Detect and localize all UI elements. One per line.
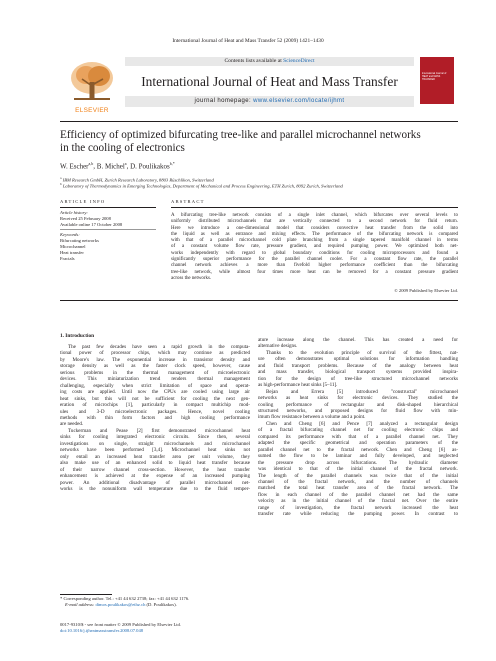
text-line: enhancement is achieved at the expense of an increased pumping — [60, 473, 250, 480]
text-line: Chen and Cheng [6] and Pence [7] analyzed a rectangular design — [266, 420, 458, 427]
abstract-line: the liquid as well as entrance and mixing effects. The performance of the bifurcating network is compared — [171, 231, 458, 237]
author-name[interactable]: B. Michel — [96, 162, 125, 171]
text-line: tional power of processor chips, which may continue as predicted — [60, 350, 250, 357]
journal-homepage-line — [125, 98, 414, 104]
affiliation-b-mark: b — [60, 182, 62, 186]
keywords-block — [60, 232, 156, 262]
keyword-item: Bifurcating networks — [60, 237, 99, 243]
text-line: ing costs are applied. Until now the CPUs are cooled using large air — [60, 389, 250, 396]
text-line: structured networks, and proposed designs for fluid flow with min- — [258, 407, 458, 414]
doi-link[interactable]: doi:10.1016/j.ijheatmasstransfer.2008.07.048 — [60, 627, 144, 633]
contents-line — [125, 58, 414, 64]
text-line: methods with thin form factors and high cooling performance — [60, 414, 250, 421]
cover-title-text: International Journal of HEAT and MASS TRANSFER — [422, 72, 447, 81]
affiliation-a-mark: a — [60, 176, 62, 180]
text-line: works is the nonuniform wall temperature due to the fluid temper- — [60, 485, 250, 492]
article-history — [60, 210, 156, 228]
author-list — [60, 161, 175, 170]
paper-title-line-2: in the cooling of electronics — [60, 142, 185, 155]
paragraph — [258, 350, 458, 389]
text-line: devices. This miniaturization trend renders thermal management — [60, 376, 250, 383]
abstract-line: tree-like network, while almost four times more heat can be removed for a constant pressure gradient — [171, 269, 458, 275]
text-line: heat sinks, but this will not be sufficient for cooling the next gen- — [60, 395, 250, 402]
abstract-line: works independently with regard to global boundary conditions for cooling microprocessors and found a — [171, 250, 458, 256]
available-date: Available online 17 October 2008 — [60, 221, 123, 227]
text-line: serious problems in the thermal management of microelectronic — [60, 369, 250, 376]
homepage-prefix: journal homepage: — [194, 98, 252, 104]
text-line: range of investigation, the fractal network increased the heat — [258, 504, 458, 511]
left-column — [60, 344, 250, 492]
homepage-url-link[interactable]: www.elsevier.com/locate/ijhmt — [253, 98, 345, 104]
elsevier-tree-logo-icon — [66, 58, 118, 104]
text-line: tion for the design of tree-like structured microchannel networks — [258, 375, 458, 382]
text-line: eration of microchips [1], particularly in compact multichip mod- — [60, 402, 250, 409]
text-line: challenging, especially when strict limitation of space and operat- — [60, 382, 250, 389]
text-line: transfer rate while reducing the pumping power. In contrast to — [258, 511, 458, 518]
abstract-line: of a constant volume flow rate, pressure gradient, and required pumping power. We optimized both net- — [171, 244, 458, 250]
author-email-link[interactable]: dimos.poulikakos@ethz.ch — [95, 601, 146, 607]
sciencedirect-link[interactable]: ScienceDirect — [283, 58, 315, 64]
history-label: Article history: — [60, 210, 88, 215]
text-line: ature increase along the channel. This has created a need for — [258, 337, 458, 343]
text-line: as high-performance heat sinks [5–11]. — [258, 382, 338, 389]
text-line: sumed the flow to be laminar and fully developed, and neglected — [258, 453, 458, 460]
author-name[interactable]: W. Escher — [60, 162, 89, 171]
author-affiliation-mark: a,b — [88, 161, 94, 166]
paragraph — [60, 428, 250, 493]
text-line: only entail an increased heat transfer area per unit volume, they — [60, 453, 250, 460]
article-info-heading: ARTICLE INFO — [60, 199, 106, 204]
paper-title-line-1: Efficiency of optimized bifurcating tree-like and parallel microchannel networks — [60, 129, 421, 141]
text-line: imum flow resistance between a volume and a point. — [258, 414, 366, 421]
abstract-heading: ABSTRACT — [171, 199, 205, 204]
corresponding-author-footnote — [60, 596, 250, 608]
abstract-copyright: © 2009 Published by Elsevier Ltd. — [394, 288, 458, 293]
abstract-rule — [171, 207, 458, 208]
text-line: ure often demonstrates optimal solutions for information handling — [258, 356, 458, 363]
abstract-line: Here we introduce a one-dimensional model that considers convective heat transfer from the solid into — [171, 225, 458, 231]
keyword-item: Microchannel — [60, 243, 86, 249]
email-suffix: (D. Poulikakos). — [146, 601, 177, 607]
author-separator: , — [93, 162, 97, 171]
abstract-line: across the networks. — [171, 275, 212, 281]
text-line: compared its performance with that of a parallel channel net. They — [258, 433, 458, 440]
text-line: The length of the parallel channels was twice that of the initial — [258, 472, 458, 479]
email-label: E-mail address: — [65, 601, 95, 607]
text-line: also make use of an enhanced solid to liquid heat transfer because — [60, 460, 250, 467]
text-line: and fluid transport problems. Because of the analogy between heat — [258, 362, 458, 369]
article-metadata — [60, 622, 260, 634]
paper-title — [60, 129, 458, 156]
front-matter-rule — [60, 300, 458, 301]
masthead-rule — [60, 121, 458, 122]
text-line: alternative designs. — [258, 343, 298, 350]
abstract-line: channel network achieves a more than fivefold higher performance coefficient than the bifurcating — [171, 263, 458, 269]
paragraph — [258, 421, 458, 518]
text-line: parallel channel net to the fractal network. Chen and Cheng [6] as- — [258, 446, 458, 453]
text-line: the pressure drop across bifurcations. The hydraulic diameter — [258, 459, 458, 466]
author-separator: , — [126, 162, 131, 171]
paragraph — [258, 337, 458, 350]
text-line: adapted the specific geometrical and operation parameters of the — [258, 440, 458, 447]
text-line: Thanks to the evolution principle of survival of the fittest, nat- — [266, 349, 458, 356]
section-1-heading: 1. Introduction — [60, 333, 95, 339]
text-line: was identical to that of the initial channel of the fractal network. — [258, 466, 458, 473]
footnote-mark: * — [60, 596, 63, 601]
elsevier-wordmark: ELSEVIER — [75, 107, 109, 114]
keyword-item: Fractals — [60, 255, 75, 261]
text-line: power. An additional disadvantage of parallel microchannel net- — [60, 479, 250, 486]
article-info-divider — [60, 229, 156, 230]
contents-prefix: Contents lists available at — [224, 58, 282, 64]
text-line: Tuckerman and Pease [2] first demonstrated microchannel heat — [68, 427, 250, 434]
text-line: cooling performance of rectangular and disk-shaped hierarchical — [258, 401, 458, 408]
text-line: networks have been performed [3,4]. Microchannel heat sinks not — [60, 447, 250, 454]
author-affiliation-mark: a — [124, 161, 127, 166]
keyword-item: Heat transfer — [60, 249, 84, 255]
text-line: are needed. — [60, 421, 84, 428]
text-line: ules and 3-D microelectronic packages. Hence, novel cooling — [60, 408, 250, 415]
keywords-label: Keywords: — [60, 232, 80, 237]
right-column — [258, 337, 458, 518]
abstract-line: A bifurcating tree-like network consists of a single inlet channel, which bifurcates over several levels to — [171, 213, 458, 218]
running-header: International Journal of Heat and Mass Transfer 52 (2009) 1421–1430 — [172, 38, 324, 44]
text-line: matched the total heat transfer area of the fractal network. The — [258, 485, 458, 492]
corresponding-author-text: Corresponding author. Tel.: +41 44 632 2738; fax: +41 44 632 1176. — [63, 596, 190, 601]
text-line: Bejan and Errera [5] introduced "constructal" microchannel — [266, 388, 458, 395]
issn-line: 0017-9310/$ - see front matter © 2009 Published by Elsevier Ltd. — [60, 622, 181, 627]
paragraph — [258, 389, 458, 421]
text-line: channel of the fractal network, and the number of channels — [258, 478, 458, 485]
received-date: Received 25 February 2008 — [60, 215, 111, 221]
text-line: The past few decades have seen a rapid growth in the computa- — [68, 344, 250, 350]
affiliation-a-text: IBM Research GmbH, Zurich Research Laboratory, 8803 Rüschlikon, Switzerland — [62, 177, 214, 183]
journal-title: International Journal of Heat and Mass Transfer — [141, 74, 398, 89]
affiliation-b-text: Laboratory of Thermodynamics in Emerging Technologies, Department of Mechanical and Process Engineering, ETH Zurich, 8092 Zurich, Switzerland — [62, 183, 343, 189]
author-name[interactable]: D. Poulikakos — [130, 162, 170, 171]
abstract-line: uniformly distributed microchannels that are vertically connected to a second network for fluid return. — [171, 219, 458, 225]
affiliation-b — [60, 182, 458, 189]
abstract-body — [171, 213, 458, 282]
abstract-line: significantly superior performance for the parallel channel cooler. For a constant flow rate, the parallel — [171, 257, 458, 263]
article-info-rule — [60, 207, 156, 208]
author-affiliation-mark: b,* — [169, 161, 175, 166]
text-line: velocity as in the initial channel of the fractal net. Over the entire — [258, 498, 458, 505]
text-line: of their narrow channel cross-section. However, the heat transfer — [60, 466, 250, 473]
text-line: sinks for cooling integrated electronic circuits. Since then, several — [60, 434, 250, 441]
text-line: by Moore's law. The exponential increase in transistor density and — [60, 356, 250, 363]
text-line: networks as heat sinks for electronic devices. They studied the — [258, 395, 458, 402]
text-line: investigations on single, straight microchannels and microchannel — [60, 440, 250, 447]
abstract-line: with that of a parallel microchannel cold plate branching from a single tapered manifold channel in terms — [171, 238, 458, 244]
text-line: storage density as well as the faster clock speed, however, cause — [60, 363, 250, 370]
text-line: of a fractal bifurcating channel net for cooling electronic chips and — [258, 427, 458, 434]
footnote-rule — [60, 594, 112, 595]
paragraph — [60, 344, 250, 428]
text-line: and mass transfer, biological transport systems provided inspira- — [258, 369, 458, 376]
text-line: flow in each channel of the parallel channel net had the same — [258, 491, 458, 498]
